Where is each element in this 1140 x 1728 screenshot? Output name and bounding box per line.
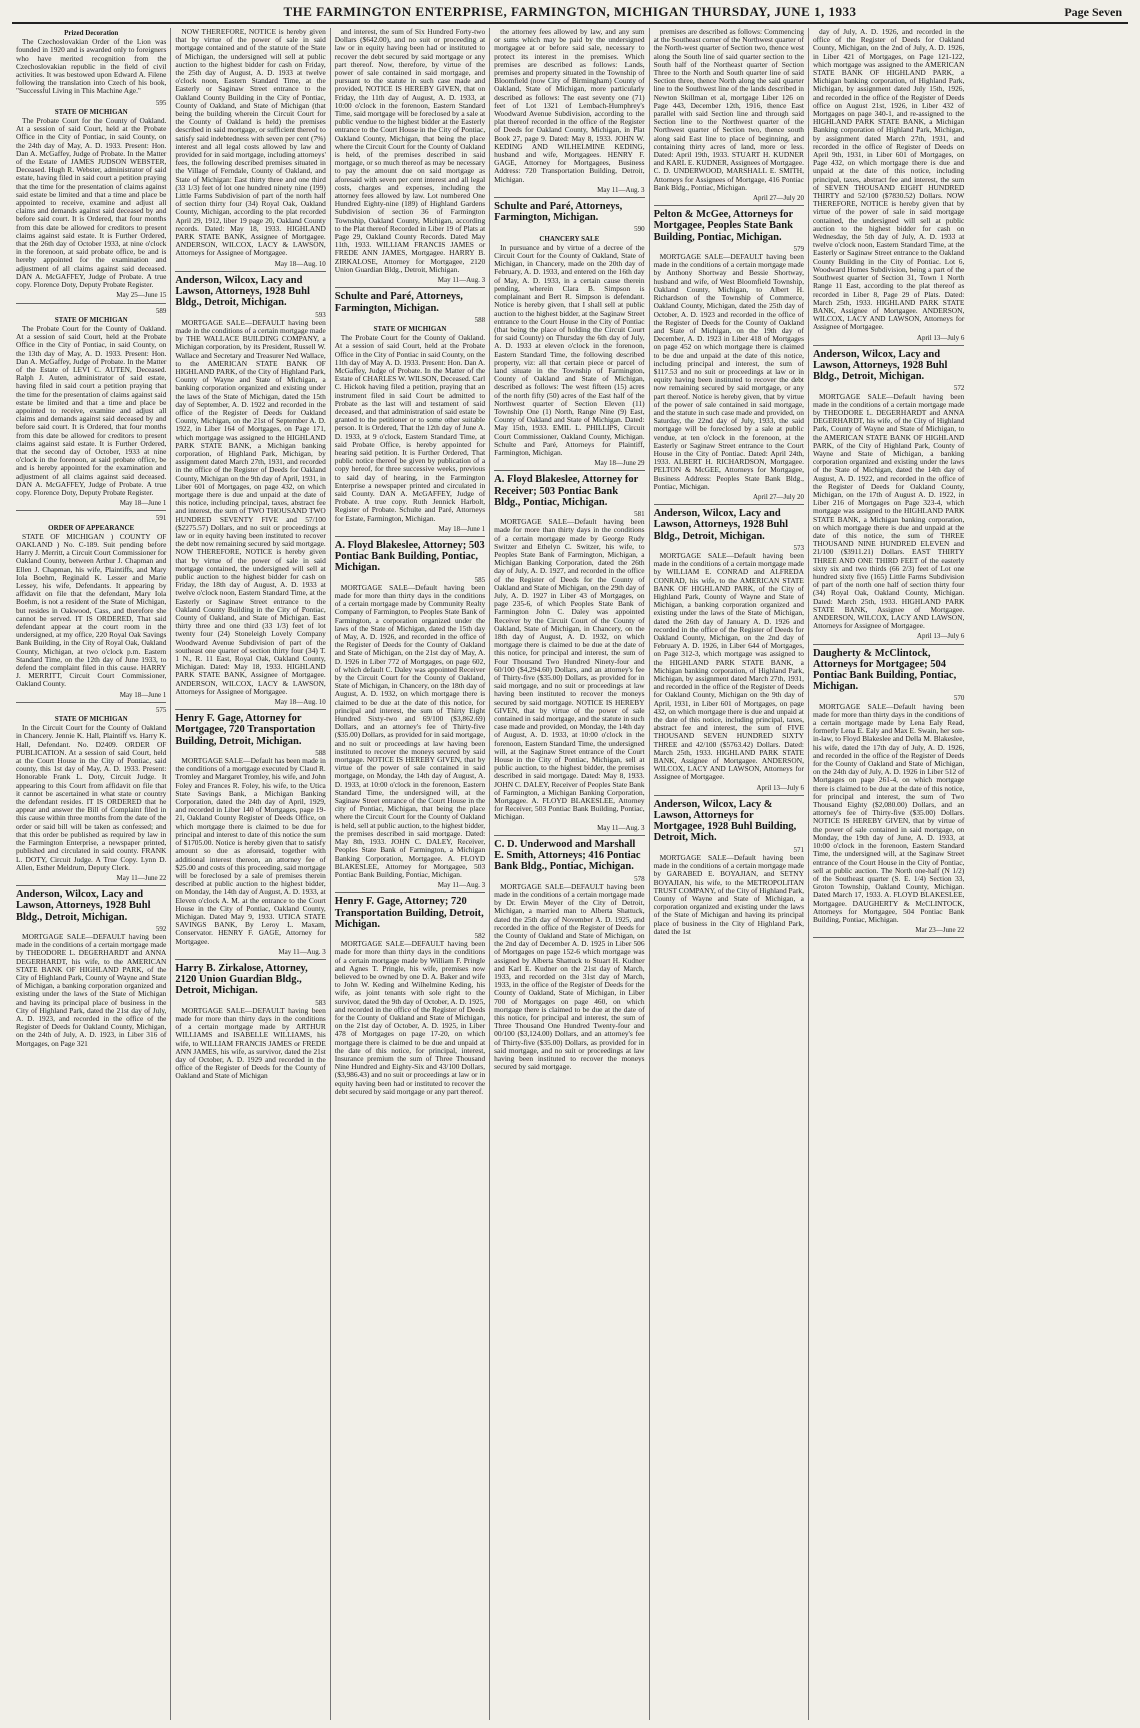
notice-body: The Probate Court for the County of Oakland. At a session of said Court, held at the Probate Office in the City of Pontiac in said County, on the 11th day of May A. D. 1933. Present: Hon. Dan A. McGaffey, Judge of Probate. In the Matter of the Estate of CHARLES W. WILSON, Deceased. Carl C. Hickok having filed a petition, praying that an instrument filed in said Court be admitted to Probate as the last will and testament of said deceased, and that administration of said estate be granted to the petitioner or to some other suitable person. It is Ordered, That the 12th day of June A. D. 1933, at 9 o'clock, Eastern Standard Time, at said Probate Office, is hereby appointed for hearing said petition. It is Further Ordered, That public notice thereof be given by publication of a copy hereof, for three successive weeks, previous to said day of hearing, in the Farmington Enterprise a newspaper printed and circulated in said County. DAN A. McGAFFEY, Judge of Probate. A true copy. Ruth Jennick Harbolt, Register of Probate. Schulte and Paré, Attorneys for Estate, Farmington, Michigan. [334, 333, 486, 523]
legal-notice [16, 514, 166, 702]
legal-notice [16, 307, 166, 512]
notice-number: 570 [953, 694, 965, 703]
legal-notice [175, 713, 325, 960]
notice-body: MORTGAGE SALE—DEFAULT having been made for more than thirty days in the conditions of a certain mortgage made by ARTHUR WILLIAMS and ISABELLE WILLIAMS, his wife, to WILLIAM FRANCIS JAMES or FREDE ANN JAMES, his wife, as survivor, dated the 21st day of October, A. D. 1929 and recorded in the office of the Register of Deeds for the County of Oakland and State of Michigan [175, 1005, 326, 1081]
notice-run-dates: May 18—Aug. 10 [175, 698, 325, 710]
notice-subheading: STATE OF MICHIGAN [373, 324, 447, 333]
notice-subheading: ORDER OF APPEARANCE [48, 523, 135, 532]
notice-heading: Anderson, Wilcox, Lacy and Lawson, Attorneys, 1928 Buhl Bldg., Detroit, Michigan. [175, 274, 310, 309]
legal-notice [654, 28, 804, 206]
column-3 [331, 28, 490, 1720]
notice-number: 583 [315, 998, 326, 1007]
notice-heading: Anderson, Wilcox, Lacy and Lawson, Attorneys, 1928 Buhl Bldg., Detroit, Michigan. [812, 348, 948, 383]
notice-heading: A. Floyd Blakeslee, Attorney; 503 Pontiac Bank Building, Pontiac, Michigan. [334, 539, 485, 574]
notice-body: MORTGAGE SALE—DEFAULT having been made in the conditions of a certain mortgage made by Dr. Erwin Meyer of the City of Detroit, Michigan, a married man to Alberta Shattuck, dated the 25th day of November A. D. 1925, and recorded in the office of the Register of Deeds for the County of Oakland and State of Michigan, on the 2nd day of December A. D. 1925 in Liber 506 of Mortgages on page 152-6 which mortgage was assigned by Alberta Shattuck to Stuart H. Kudner and Karl E. Kudner on the 21st day of March, 1933, and recorded on the 31st day of March, 1933, in the office of the Register of Deeds for the County of Oakland, State of Michigan, in Liber 700 of Mortgages on page 460, on which mortgage there is claimed to be due at the date of this notice, for principal and interest, the sum of Three Thousand One Hundred Twenty-four and 00/100 ($3,124.00) Dollars, and an attorney's fee of Thirty-five ($35.00) Dollars, as provided for in said mortgage, and no suit or proceedings at law having been instituted to recover the moneys secured by said mortgage. [494, 881, 645, 1072]
notice-run-dates: May 11—Aug. 3 [175, 948, 325, 960]
legal-notice [494, 28, 644, 198]
notice-body: The Probate Court for the County of Oakland. At a session of said Court, held at the Probate Office in the City of Pontiac, in said County, on the 24th day of May, A. D. 1933. Present: Hon. Dan A. McGaffey, Judge of Probate. In the Matter of the Estate of JAMES JUDSON WEBSTER, Deceased. Hugh R. Webster, administrator of said estate, having filed in said court a petition praying that the time for the presentation of claims against said estate be limited and that a time and place be appointed to receive, examine and adjust all claims and demands against said deceased by and before said court. It is Ordered, that four months from this date be allowed for creditors to present claims against said estate. It is Further Ordered, that the 26th day of October 1933, at nine o'clock in the forenoon, at said probate office, be and is hereby appointed for the examination and adjustment of all claims against said deceased. DAN A. McGAFFEY, Judge of Probate. A true copy. Florence Doty, Deputy Probate Register. [16, 116, 167, 290]
notice-number: 588 [315, 748, 326, 757]
notice-body: MORTGAGE SALE—Default has been made in the conditions of a mortgage executed by Claud R. Tromley and Margaret Tromley, his wife, and John Foley and Frances R. Foley, his wife, to the Utica State Savings Bank, a Michigan Banking Corporation, dated the 24th day of April, 1929, and recorded in Liber 140 of Mortgages, page 19-21, Oakland County Register of Deeds Office, on which mortgage there is claimed to be due for principal and interest to date of this notice the sum of $1705.00. Notice is hereby given that to satisfy amount so due as aforesaid, together with additional interest thereon, an attorney fee of $25.00 and costs of this proceeding, said mortgage will be foreclosed by a sale of premises therein described at public auction to the highest bidder, on Monday, the 14th day of August, A. D. 1933, at Eleven o'clock A. M. at the entrance to the Court House in the City of Pontiac, Oakland County, Michigan. Dated May 9, 1933. UTICA STATE SAVINGS BANK, By Leroy L. Maxam, Conservator. HENRY F. GAGE, Attorney for Mortgagee. [175, 756, 326, 946]
notice-body: and interest, the sum of Six Hundred Forty-two Dollars ($642.00), and no suit or proceeding at law or in equity having been had or instituted to recover the debt secured by said mortgage or any part thereof. Now, therefore, by virtue of the power of sale contained in said mortgage, and pursuant to the statute in such case made and provided, NOTICE IS HEREBY GIVEN, that on Friday, the 11th day of August, A. D. 1933, at 10:00 o'clock in the forenoon, Eastern Standard Time, said mortgage will be foreclosed by a sale at public vendue to the highest bidder at the Easterly entrance to the Court House in the City of Pontiac, Oakland County, Michigan, that being the place where the Circuit Court for the County of Oakland is held, of the premises described in said mortgage, or so much thereof as may be necessary to pay the amount due on said mortgage as aforesaid with seven per cent interest and all legal costs, charges and expenses, including the attorney fees allowed by law. Lot numbered One Hundred Eighty-nine (189) of Highland Gardens Subdivision of section 36 of Farmington Township, Oakland County, Michigan, according to the Plat thereof Recorded in Liber 19 of Plats at Page 29, Oakland County Records. Dated May 11th, 1933. WILLIAM FRANCIS JAMES or FREDE ANN JAMES, Mortgagee. HARRY B. ZIRKALOSE, Attorney for Mortgagee, 2120 Union Guardian Bldg., Detroit, Michigan. [334, 28, 486, 274]
legal-notice [494, 839, 644, 1071]
notice-run-dates: May 18—June 29 [494, 459, 644, 471]
notice-number: 582 [474, 931, 486, 940]
notice-number: 593 [315, 310, 326, 319]
notice-heading: A. Floyd Blakeslee, Attorney for Receiver; 503 Pontiac Bank Bldg., Pontiac, Michigan. [494, 474, 639, 508]
notice-heading: Pelton & McGee, Attorneys for Mortgagee, Peoples State Bank Building, Pontiac, Michigan. [653, 209, 794, 243]
notice-body: MORTGAGE SALE—DEFAULT having been made in the conditions of a certain mortgage made by Anthony Shortway and Bessie Shortway, husband and wife, of West Bloomfield Township, Oakland County, Michigan, to Albert H. Richardson of the Township of Commerce, Oakland County, Michigan, dated the 25th day of October, A. D. 1923 and recorded in the office of the Register of Deeds for the County of Oakland and State of Michigan, on the 19th day of December, A. D. 1923 in Liber 418 of Mortgages on page 452 on which mortgage there is claimed to be due and unpaid at the date of this notice, including principal and interest, the sum of $117.53 and no suit or proceedings at law or in equity having been instituted to recover the debt now remaining secured by said mortgage, or any part thereof. Notice is hereby given, that by virtue of the power of sale contained in said mortgage, and the statute in such case made and provided, on Saturday, the 22nd day of July, 1933, the said mortgage will be foreclosed by a sale at public vendue, at ten o'clock in the forenoon, at the Easterly or Saginaw Street entrance to the Court House in the City of Pontiac. Dated: April 24th, 1933. ALBERT H. RICHARDSON, Mortgagee. PELTON & McGEE, Attorneys for Mortgagee, Business Address: Peoples State Bank Bldg., Pontiac, Michigan. [653, 252, 804, 491]
notice-body: premises are described as follows: Commencing at the Southeast corner of the Northwest quarter of the North-west quarter of Section two, thence west along the South line of said quarter section to the South half of the Northeast quarter of Section Three to the North and South quarter line of said Section three, thence North along the said quarter line to the Southwest line of the lands described in Newton Skillman et al, mortgage Liber 126 on Page 443, December 12th, 1916, thence East parallel with said Section line and through said Section line to the Northwest quarter of the Northwest quarter of Section two, thence south along said East line to place of beginning, and containing thirty acres of land, more or less. Dated: April 19th, 1933. STUART H. KUDNER and KARL E. KUDNER, Assignees of Mortgagee. C. D. UNDERWOOD, MARSHALL E. SMITH, Attorneys for Assignees of Mortgage, 416 Pontiac Bank Bldg., Pontiac, Michigan. [653, 28, 804, 192]
notice-number: 591 [155, 514, 167, 523]
legal-notice [654, 209, 804, 505]
notice-body: the attorney fees allowed by law, and any sum or sums which may be paid by the undersigned mortgagee at or before said sale, necessary to protect its interest in the premises. Which premises are described as follows: Lands, premises and property situated in the Township of Bloomfield (now City of Birmingham) County of Oakland, State of Michigan, more particularly described as follows: The east seventy one (71) feet of Lot 1321 of Lembach-Humphrey's Woodward Avenue Subdivision, according to the plat thereof recorded in the office of the Register of Deeds for Oakland County, Michigan, in Plat Book 27, page 9. Dated: May 8, 1933. JOHN W. KEDING AND WILHELMINE KEDING, husband and wife, Mortgagees. HENRY F. GAGE, Attorney for Mortgagees, Business Address: 720 Transportation Building, Detroit, Michigan. [494, 28, 645, 184]
legal-notice [494, 201, 644, 471]
notice-subheading: Prized Decoration [64, 29, 119, 37]
notice-number: 585 [474, 575, 486, 584]
notice-body: MORTGAGE SALE—Default having been made in the conditions of a certain mortgage made by THEODORE L. DEGERHARDT and ANNA DEGERHARDT, his wife, of the City of Highland Park, County of Wayne and State of Michigan, to the AMERICAN STATE BANK OF HIGHLAND PARK, of the City of Highland Park, County of Wayne and State of Michigan, a banking corporation organized and existing under the laws of the State of Michigan, dated the 14th day of August, A. D. 1922, and recorded in the office of the Register of Deeds for Oakland County, Michigan, on the 17th of August A. D. 1922, in Liber 216 of Mortgages on Page 323-4, which mortgage was assigned to the HIGHLAND PARK STATE BANK, a Michigan banking corporation, on which mortgage there is due and unpaid at the date of this notice, the sum of THREE THOUSAND NINE HUNDRED ELEVEN and 21/100 ($3911.21) Dollars. EAST THIRTY THREE AND ONE THIRD FEET of the easterly sixty six and two thirds (66 2/3) feet of Lot one hundred sixty five (165) Little Farms Subdivision of part of the north one half of section thirty four (34) Royal Oak, Oakland County, Michigan. Dated: March 25th, 1933. HIGHLAND PARK STATE BANK, Assignee of Mortgagee. ANDERSON, WILCOX, LACY AND LAWSON, Attorneys for Assignee of Mortgagee. [812, 391, 965, 631]
notice-body: MORTGAGE SALE—DEFAULT having been made in the conditions of a certain mortgage made by THEODORE L. DEGERHARDT and ANNA DEGERHARDT, his wife, to the AMERICAN STATE BANK OF HIGHLAND PARK, of the City of Highland Park, County of Wayne and State of Michigan, a banking corporation organized and existing under the laws of the State of Michigan and having its principal place of business in the City of Highland Park, dated the 21st day of July, A. D. 1923, and recorded in the office of the Register of Deeds for Oakland County, Michigan, on the 24th of July, A. D. 1923, in Liber 316 of Mortgages, on Page 321 [16, 931, 167, 1048]
notice-body: MORTGAGE SALE—DEFAULT having been made in the conditions of a certain mortgage made by THE WALLACE BUILDING COMPANY, a Michigan corporation, by its President, Russell W. Wallace and Secretary and Treasurer Ned Wallace, to the AMERICAN STATE BANK OF HIGHLAND PARK, of the City of Highland Park, County of Wayne and State of Michigan, a banking corporation organized and existing under the laws of the State of Michigan, dated the 15th day of September, A. D. 1922 and recorded in the office of the Register of Deeds for Oakland County, Michigan, on the 21st of September A. D. 1922, in Liber 164 of Mortgages, on Page 171, which mortgage was assigned to the HIGHLAND PARK STATE BANK, a Michigan banking corporation, of Highland Park, Michigan, by assignment dated March 27th, 1931, and recorded in the office of the Register of Deeds for Oakland County, Michigan on the 9th day of April, 1931, in Liber 601 of Mortgages, on page 432, on which mortgage there is due and unpaid at the date of this notice, including principal, taxes, abstract fee and interest, the sum of TWO THOUSAND TWO HUNDRED SEVENTY FIVE and 57/100 ($2275.57) Dollars, and no suit or proceedings at law or in equity having been instituted to recover the debt now remaining secured by said mortgage. NOW THEREFORE, NOTICE is hereby given that by virtue of the power of sale in said mortgage contained, the undersigned will sell at public auction to the highest bidder for cash on Friday, the 18th day of August, A. D. 1933 at twelve o'clock noon, Eastern Standard Time, at the Easterly or Saginaw Street entrance to the Oakland County Building in the City of Pontiac, County of Oakland, and State of Michigan. East thirty three and one third (33 1/3) feet of lot twenty four (24) Stoneleigh Lovely Company Woodward Avenue Subdivision of part of the southeast one quarter of section thirty four (34) T. 1 N., R. 11 East, Royal Oak, Oakland County, Michigan. Dated: May 18, 1933. HIGHLAND PARK STATE BANK, Assignee of Mortgagee. ANDERSON, WILCOX, LACY & LAWSON, Attorneys for Assignee of Mortgagee. [175, 317, 326, 696]
notice-heading: Henry F. Gage, Attorney for Mortgagee, 720 Transportation Building, Detroit, Michigan. [175, 713, 316, 747]
legal-notice [813, 28, 964, 346]
notice-run-dates: April 27—July 20 [654, 493, 804, 505]
page-number: Page Seven [1064, 5, 1122, 19]
notice-run-dates: May 18—June 1 [16, 691, 166, 703]
notice-run-dates: May 11—Aug. 3 [335, 881, 485, 893]
legal-notice [16, 889, 166, 1048]
notice-subheading: CHANCERY SALE [539, 234, 600, 243]
notice-number: 589 [155, 306, 167, 315]
legal-notice [813, 349, 964, 645]
notice-run-dates: May 11—Aug. 3 [335, 276, 485, 288]
legal-notice [654, 799, 804, 936]
notice-number: 592 [155, 924, 167, 933]
legal-notice [813, 648, 964, 939]
legal-notice [16, 706, 166, 886]
legal-notice [175, 28, 325, 272]
legal-notice-columns [12, 28, 1128, 1720]
notice-heading: Daugherty & McClintock, Attorneys for Mortgagee; 504 Pontiac Bank Building, Pontiac, Michigan. [812, 647, 957, 693]
column-4 [490, 28, 649, 1720]
notice-number: 572 [953, 384, 965, 393]
notice-body: The Czechoslovakian Order of the Lion was founded in 1920 and is awarded only to foreigners who have merited recognition from the Czechoslovakian republic in the field of civil activities. It was bestowed upon Edward A. Filene following the translation into Czech of his book, "Successful Living in This Machine Age." [16, 37, 167, 96]
notice-body: STATE OF MICHIGAN ) COUNTY OF OAKLAND ) No. C-189. Suit pending before Harry J. Merritt, a Circuit Court Commissioner for Oakland County, between Arthur J. Chapman and Ellen J. Chapman, his wife, Plaintiffs, and Mary Iola Boehm, Reginald K. Lesser and Marie Lessey, his wife, Defendants. It appearing by affidavit on file that the defendant, Mary Iola Boehm, is not a resident of the State of Michigan, but resides in Oakwood, Cass, and therefore she cannot be served. IT IS ORDERED, That said defendant appear at the court room in the undersigned, at my office, 220 Royal Oak Savings Bank Building, in the City of Royal Oak, Oakland County, Michigan, at two o'clock p.m. Eastern Standard Time, on the 12th day of June 1933, to defend the complaint filed in this cause. HARRY J. MERRITT, Circuit Court Commissioner, Oakland County. [16, 531, 167, 689]
notice-number: 588 [474, 315, 486, 324]
notice-run-dates: April 13—July 6 [813, 334, 964, 346]
legal-notice [16, 99, 166, 304]
legal-notice [175, 275, 325, 710]
notice-number: 578 [634, 874, 645, 883]
notice-body: MORTGAGE SALE—Default having been made for more than thirty days in the conditions of a certain mortgage made by Community Realty Company of Farmington, to Peoples State Bank of Farmington, a corporation organized under the laws of the State of Michigan, dated the 15th day of May, A. D. 1926, and recorded in the office of the Register of Deeds for the County of Oakland and State of Michigan, on the 21st day of May, A. D. 1926 in Liber 772 of Mortgages, on page 602, of which default C. Daley was appointed Receiver by the Circuit Court for the County of Oakland, State of Michigan, in Chancery, on the 18th day of August, A. D. 1932, on which mortgage there is claimed to be due at the date of this notice, for principal and interest, the sum of Thirty Eight Hundred Sixty-two and 69/100 ($3,862.69) Dollars, and an attorney's fee of Thirty-five ($35.00) Dollars, as provided for in said mortgage, and no suit or proceedings at law having been instituted to recover the moneys secured by said mortgage. NOTICE IS HEREBY GIVEN, that by virtue of the power of sale contained in said mortgage, on Monday, the 14th day of August, A. D. 1933, at 10:00 o'clock in the forenoon, Eastern Standard Time, the undersigned will, at the Saginaw Street entrance of the Court House in the city of Pontiac, Michigan, that being the place where the Circuit Court for the County of Oakland is held, sell at public auction, to the highest bidder, the premises described in said mortgage. Dated: May 8th, 1933. JOHN C. DALEY, Receiver, Peoples State Bank of Farmington, a Michigan Banking Corporation, Mortgagee. A. FLOYD BLAKESLEE, Attorney for Mortgagee, 503 Pontiac Bank Building, Pontiac, Michigan. [334, 582, 486, 879]
legal-notice [175, 963, 325, 1081]
notice-run-dates: May 18—June 1 [335, 525, 485, 537]
notice-run-dates: April 27—July 20 [654, 194, 804, 206]
notice-body: day of July, A. D. 1926, and recorded in the office of the Register of Deeds for Oakland County, Michigan, on the 2nd of July, A. D. 1926, in Liber 421 of Mortgages, on Page 121-122, which mortgage was assigned to the AMERICAN STATE BANK OF HIGHLAND PARK, a Michigan banking corporation, of Highland Park, Michigan, by assignment dated July 15th, 1926, and recorded in the office of the Register of Deeds office on August 21st, 1926, in Liber 432 of Mortgages on page 340-1, and re-assigned to the HIGHLAND PARK STATE BANK, a Michigan Banking corporation of Highland Park, Michigan, by assignment dated March 27th, 1931, and recorded in the office of Register of Deeds on April 9th, 1931, in Liber 601 of Mortgages, on Page 432, on which mortgage there is due and unpaid at the date of this notice, including principal, taxes, abstract fee and interest, the sum of SEVEN THOUSAND EIGHT HUNDRED THIRTY and 52/100 ($7830.52) Dollars. NOW THEREFORE, NOTICE is hereby given that by virtue of the power of sale in said mortgage contained, the undersigned will sell at public auction to the highest bidder for cash on Wednesday, the 5th day of July, A. D. 1933 at twelve o'clock noon, Eastern Standard Time, at the Easterly or Saginaw Street entrance to the Oakland County Building in the City of Pontiac. Lot 6, Woodward Homes Subdivision, being a part of the Southwest quarter of Section 31, Town 1 North Range 11 East, according to the plat thereof as recorded in Liber 8, Page 29 of Plats. Dated: March 25th, 1933. HIGHLAND PARK STATE BANK, Assignee of Mortgagee. ANDERSON, WILCOX, LACY AND LAWSON, Attorneys for Assignee of Mortgagee. [812, 28, 965, 332]
legal-notice [335, 28, 485, 288]
notice-body: MORTGAGE SALE—Default having been made for more than thirty days in the conditions of a certain mortgage made by George Rudy Switzer and Ethelyn C. Switzer, his wife, to Peoples State Bank of Farmington, Michigan, a Michigan Banking Corporation, dated the 26th day of July, A. D. 1927, and recorded in the office of the Register of Deeds for the County of Oakland and State of Michigan, on the 29th day of July, A. D. 1927 in Liber 43 of Mortgages, on page 235-6, of which Peoples State Bank of Farmington John C. Daley was appointed Receiver by the Circuit Court of the County of Oakland, State of Michigan, in Chancery, on the 18th day of August, A. D. 1932, on which mortgage there is claimed to be due at the date of this notice, for principal and interest, the sum of Four Thousand Two Hundred Ninety-four and 60/100 ($4,294.60) Dollars, and an attorney's fee of Thirty-five ($35.00) Dollars, as provided for in said mortgage, and no suit or proceedings at law having been instituted to recover the moneys secured by said mortgage. NOTICE IS HEREBY GIVEN, that by virtue of the power of sale contained in said mortgage, and the statute in such case made and provided, on Monday, the 14th day of August, A. D. 1933, at 10:00 o'clock in the forenoon, Eastern Standard Time, the undersigned will, at the Saginaw Street entrance of the Court House in the City of Pontiac, Michigan, sell at public auction, to the highest bidder, the premises described in said mortgage. Dated: May 8, 1933. JOHN C. DALEY, Receiver of Peoples State Bank of Farmington, a Michigan Banking Corporation, Mortgagee. A. FLOYD BLAKESLEE, Attorney for Receiver, 503 Pontiac Bank Building, Pontiac, Michigan. [494, 517, 645, 822]
notice-heading: C. D. Underwood and Marshall E. Smith, Attorneys; 416 Pontiac Bank Bldg., Pontiac, Michigan. [494, 838, 641, 873]
notice-run-dates: Mar 23—June 22 [813, 926, 964, 938]
notice-body: NOW THEREFORE, NOTICE is hereby given that by virtue of the power of sale in said mortgage contained and of the statute of the State of Michigan, the undersigned will sell at public auction to the highest bidder for cash on Friday, the 25th day of August, A. D. 1933 at twelve o'clock noon, Eastern Standard Time, at the Easterly or Saginaw Street entrance to the Oakland County Building in the City of Pontiac, County of Oakland, and State of Michigan (that being the building wherein the Circuit Court for the County of Oakland is held) the premises described in said mortgage, or sufficient thereof to satisfy said indebtedness with seven per cent (7%) interest and all legal costs allowed by law and provided for in said mortgage, including attorneys' fees, the following described premises situated in the Village of Ferndale, County of Oakland, and State of Michigan: East thirty three and one third (33 1/3) feet of lot one hundred ninety nine (199) Little Farms Subdivision of part of the north half of section thirty four (34) Royal Oak, Oakland County, Michigan, according to the plat recorded April 29, 1912, liber 19 page 20, Oakland County records. Dated: May 18, 1933. HIGHLAND PARK STATE BANK, Assignee of Mortgagee. ANDERSON, WILCOX, LACY & LAWSON, Attorneys for Assignee of Mortgagee. [175, 28, 326, 258]
legal-notice [16, 29, 166, 96]
notice-body: MORTGAGE SALE—Default having been made for more than thirty days in the conditions of a certain mortgage made by Lena Ealy Read, formerly Lena E. Ealy and Max E. Swain, her son-in-law, to Floyd Blakeslee and Della M. Blakeslee, his wife, dated the 17th day of July, A. D. 1926, and recorded in the office of the Register of Deeds for the County of Oakland and State of Michigan, on the 24th day of July, A. D. 1926 in Liber 512 of Mortgages on page 261-4, on which mortgage there is claimed to be due at the date of this notice, for principal and interest, the sum of Two Thousand Eighty ($2,080.00) Dollars, and an attorney's fee of Thirty-five ($35.00) Dollars. NOTICE IS HEREBY GIVEN, that by virtue of the power of sale contained in said mortgage, on Monday, the 19th day of June, A. D. 1933, at 10:00 o'clock in the forenoon, Eastern Standard Time, the undersigned will, at the Saginaw Street entrance of the Court House in the City of Pontiac, sell at public auction. The North one-half (N 1/2) of the Southeast quarter (S. E. 1/4) Section 33, Groton Township, Oakland County, Michigan. Dated March 17, 1933. A. FLOYD BLAKESLEE, Mortgagee. DAUGHERTY & McCLINTOCK, Attorneys for Mortgagee, 504 Pontiac Bank Building, Pontiac, Michigan. [812, 701, 965, 924]
column-6 [809, 28, 968, 1720]
notice-run-dates: April 13—July 6 [813, 632, 964, 644]
notice-number: 590 [634, 225, 645, 234]
column-5 [650, 28, 809, 1720]
notice-heading: Anderson, Wilcox, Lacy and Lawson, Attorneys, 1928 Buhl Bldg., Detroit, Michigan. [653, 508, 789, 542]
notice-heading: Anderson, Wilcox, Lacy & Lawson, Attorneys for Mortgagee, 1928 Buhl Building, Detroit, Mich. [653, 798, 797, 844]
notice-run-dates: May 11—Aug. 3 [494, 186, 644, 198]
notice-body: MORTGAGE SALE—Default having been made in the conditions of a certain mortgage made by GARABED E. BOYAJIAN, and SETNY BOYAJIAN, his wife, to the METROPOLITAN TRUST COMPANY, of the City of Highland Park, County of Wayne and State of Michigan, a corporation organized and existing under the laws of the State of Michigan and having its principal place of business in the City of Highland Park, dated the 1st [653, 852, 804, 936]
notice-number: 579 [793, 244, 804, 253]
column-1 [12, 28, 171, 1720]
notice-run-dates: May 18—June 1 [16, 499, 166, 511]
notice-subheading: STATE OF MICHIGAN [54, 715, 128, 724]
notice-run-dates: May 18—Aug. 10 [175, 260, 325, 272]
notice-heading: Schulte and Paré, Attorneys, Farmington, Michigan. [334, 291, 463, 314]
notice-body: In the Circuit Court for the County of Oakland in Chancery. Jennie K. Hall, Plaintiff vs. Harry K. Hall, Defendant. No. D2409. ORDER OF PUBLICATION. At a session of said Court, held at the Court House in the City of Pontiac, said county, this 1st day of May, A. D. 1933. Present: Honorable Frank L. Doty, Circuit Judge. It appearing to this Court from affidavit on file that it cannot be ascertained in what state or country the defendant resides. IT IS ORDERED that he appear and answer the Bill of Complaint filed in this cause within three months from the date of the order or said bill will be taken as confessed; and that this order be published as required by law in the Farmington Enterprise, a newspaper printed, published and circulated in said county. FRANK L. DOTY, Circuit Judge. A True Copy. Lynn D. Allen, Esther Meldrum, Deputy Clerk. [16, 723, 167, 872]
notice-run-dates: April 13—July 6 [654, 784, 804, 796]
legal-notice [335, 540, 485, 893]
notice-subheading: STATE OF MICHIGAN [54, 315, 128, 324]
notice-body: In pursuance and by virtue of a decree of the Circuit Court for the County of Oakland, State of Michigan, in Chancery, made on the 20th day of February, A. D. 1933, and entered on the 16th day of May, A. D. 1933, in a certain cause therein pending, wherein Clara B. Simpson is complainant and Bert R. Simpson is defendant. Notice is hereby given, that I shall sell at public auction to the highest bidder, at the Saginaw Street entrance to the Court House in the City of Pontiac (that being the place of holding the Circuit Court for said County) on Thursday the 6th day of July, A. D. 1933 at eleven o'clock in the forenoon, Eastern Standard Time, the following described property, viz: all that certain piece or parcel of land situate in the Township of Farmington, County of Oakland and State of Michigan, described as follows: The west fifteen (15) acres of the north fifty (50) acres of the East half of the Northwest quarter of Section Eleven (11) Township One (1) North, Range Nine (9) East, County of Oakland and State of Michigan. Dated: May 15th, 1933. EMIL L. PHILLIPS, Circuit Court Commissioner, Oakland County, Michigan. Schulte and Paré, Attorneys for Plaintiff, Farmington, Michigan. [494, 242, 645, 457]
masthead [12, 4, 1128, 24]
legal-notice [494, 474, 644, 836]
notice-heading: Anderson, Wilcox, Lacy and Lawson, Attorneys, 1928 Buhl Bldg., Detroit, Michigan. [16, 889, 151, 923]
notice-number: 581 [634, 509, 645, 518]
notice-number: 595 [155, 98, 167, 107]
notice-body: MORTGAGE SALE—Default having been made in the conditions of a certain mortgage made by WILLIAM E. CONRAD and ALFREDA CONRAD, his wife, to the AMERICAN STATE BANK OF HIGHLAND PARK, of the City of Highland Park, County of Wayne and State of Michigan, a banking corporation organized and existing under the laws of the State of Michigan, dated the 26th day of January A. D. 1926 and recorded in the office of the Register of Deeds for Oakland County, Michigan, on the 2nd day of February A. D. 1926, in Liber 644 of Mortgages, on Page 312-3, which mortgage was assigned to the HIGHLAND PARK STATE BANK, a Michigan banking corporation, of Highland Park, Michigan, by assignment dated March 27th, 1931, and recorded in the office of the Register of Deeds for Oakland County, Michigan on the 9th day of April, 1931, in Liber 601 of Mortgages, on page 432, on which mortgage there is due and unpaid at the date of this notice, including principal, taxes, abstract fee and interest, the sum of FIVE THOUSAND SEVEN HUNDRED SIXTY THREE and 42/100 ($5763.42) Dollars. Dated: March 25th, 1933. HIGHLAND PARK STATE BANK, Assignee of Mortgagee. ANDERSON, WILCOX, LACY AND LAWSON, Attorneys for Assignee of Mortgagee. [653, 550, 804, 782]
notice-heading: Harry B. Zirkalose, Attorney, 2120 Union Guardian Bldg., Detroit, Michigan. [175, 962, 308, 997]
newspaper-title: THE FARMINGTON ENTERPRISE, FARMINGTON, MICHIGAN THURSDAY, JUNE 1, 1933 [283, 4, 857, 19]
notice-subheading: STATE OF MICHIGAN [54, 107, 128, 116]
legal-notice [335, 291, 485, 537]
notice-number: 571 [793, 845, 804, 854]
notice-body: MORTGAGE SALE—DEFAULT having been made for more than thirty days in the conditions of a certain mortgage made by William F. Pringle and Agnes T. Pringle, his wife, premises now believed to be owned by one D. A. Baker and wife to John W. Keding and Wilhelmine Keding, his wife, as joint tenants with sole right to the survivor, dated the 9th day of October, A. D. 1925, and recorded in the office of the Register of Deeds for the County of Oakland and State of Michigan, on the 21st day of October, A. D. 1925, in Liber 478 of Mortgages on page 17-20, on which mortgage there is claimed to be due and unpaid at the date of this notice, for principal, interest, Insurance premium the sum of Three Thousand Nine Hundred and Eighty-Six and 43/100 Dollars, ($3,986.43) and no suit or proceedings at law or in equity having been had or instituted to recover the debt secured by said mortgage or any part thereof. [334, 939, 486, 1096]
legal-notice [654, 508, 804, 796]
notice-heading: Schulte and Paré, Attorneys, Farmington, Michigan. [494, 201, 623, 224]
legal-notice [335, 896, 485, 1096]
notice-run-dates: May 11—Aug. 3 [494, 824, 644, 836]
column-2 [171, 28, 330, 1720]
notice-body: The Probate Court for the County of Oakland. At a session of said Court, held at the Probate Office in the City of Pontiac, in said County, on the 13th day of May, A. D. 1933. Present: Hon. Dan A. McGaffey, Judge of Probate. In the Matter of the Estate of LEVI C. AUTEN, Deceased. Ralph J. Auten, administrator of said estate, having filed in said court a petition praying that the time for the presentation of claims against said estate be limited and that a time and place be appointed to receive, examine and adjust all claims and demands against said deceased by and before said court. It is Ordered, that four months from this date be allowed for creditors to present claims against said estate. It is Further Ordered, that the second day of October, 1933 at nine o'clock in the forenoon, at said probate office, be and is hereby appointed for the examination and adjustment of all claims against said deceased. DAN A. McGAFFEY, Judge of Probate. A true copy. Florence Doty, Deputy Probate Register. [16, 323, 167, 497]
notice-run-dates: May 25—June 15 [16, 291, 166, 303]
notice-run-dates: May 11—June 22 [16, 874, 166, 886]
notice-heading: Henry F. Gage, Attorney; 720 Transportation Building, Detroit, Michigan. [334, 896, 484, 930]
notice-number: 575 [155, 705, 167, 714]
notice-number: 573 [793, 543, 804, 552]
